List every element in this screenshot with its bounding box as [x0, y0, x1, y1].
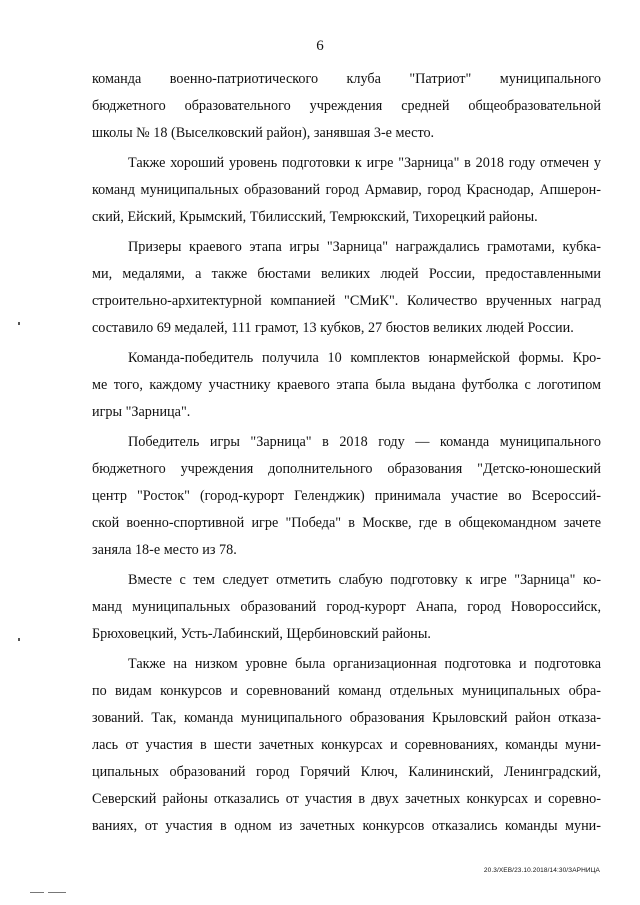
text-line: Победитель игры "Зарница" в 2018 году — команда муниципального [128, 434, 601, 450]
document-code: 20.3/ХЕВ/23.10.2018/14:30/ЗАРНИЦА [483, 867, 600, 874]
text-line: зований. Так, команда муниципального образования Крыловский район отказа- [92, 710, 601, 726]
page-number: 6 [316, 38, 324, 54]
text-line: бюджетного учреждения дополнительного образования "Детско-юношеский [92, 461, 601, 477]
bottom-dash [30, 892, 44, 893]
text-line: Также хороший уровень подготовки к игре "Зарница" в 2018 году отмечен у [128, 155, 601, 171]
text-line: манд муниципальных образований город-курорт Анапа, город Новороссийск, [92, 599, 601, 615]
text-line: по видам конкурсов и соревнований команд отдельных муниципальных обра- [92, 683, 601, 699]
text-line: лась от участия в шести зачетных конкурсах и соревнованиях, команды муни- [92, 737, 601, 753]
text-line: ципальных образований город Горячий Ключ, Калининский, Ленинградский, [92, 764, 601, 780]
text-line: ми, медалями, а также бюстами великих людей России, предоставленными [92, 266, 601, 282]
text-line: Брюховецкий, Усть-Лабинский, Щербиновский районы. [92, 626, 431, 642]
margin-mark [18, 322, 20, 325]
text-line: заняла 18-е место из 78. [92, 542, 237, 558]
text-line: игры "Зарница". [92, 404, 191, 420]
text-line: Вместе с тем следует отметить слабую подготовку к игре "Зарница" ко- [128, 572, 601, 588]
text-line: бюджетного образовательного учреждения средней общеобразовательной [92, 98, 601, 114]
text-line: строительно-архитектурной компанией "СМиК". Количество врученных наград [92, 293, 601, 309]
bottom-dash [48, 892, 66, 893]
text-line: ской военно-спортивной игре "Победа" в Москве, где в общекомандном зачете [92, 515, 601, 531]
text-line: центр "Росток" (город-курорт Геленджик) принимала участие во Всероссий- [92, 488, 601, 504]
margin-mark [18, 638, 20, 641]
text-line: Северский районы отказались от участия в двух зачетных конкурсах и соревно- [92, 791, 601, 807]
text-line: Также на низком уровне была организационная подготовка и подготовка [128, 656, 601, 672]
text-line: команд муниципальных образований город Армавир, город Краснодар, Апшерон- [92, 182, 601, 198]
text-line: школы № 18 (Выселковский район), занявшая 3-е место. [92, 125, 435, 141]
text-line: ваниях, от участия в одном из зачетных конкурсов отказались команды муни- [92, 818, 601, 834]
text-line: ме того, каждому участнику краевого этапа была выдана футболка с логотипом [92, 377, 601, 393]
text-line: ский, Ейский, Крымский, Тбилисский, Темрюкский, Тихорецкий районы. [92, 209, 538, 225]
text-line: составило 69 медалей, 111 грамот, 13 кубков, 27 бюстов великих людей России. [92, 320, 574, 336]
text-line: Призеры краевого этапа игры "Зарница" награждались грамотами, кубка- [128, 239, 601, 255]
text-line: команда военно-патриотического клуба "Патриот" муниципального [92, 71, 601, 87]
text-line: Команда-победитель получила 10 комплектов юнармейской формы. Кро- [128, 350, 601, 366]
